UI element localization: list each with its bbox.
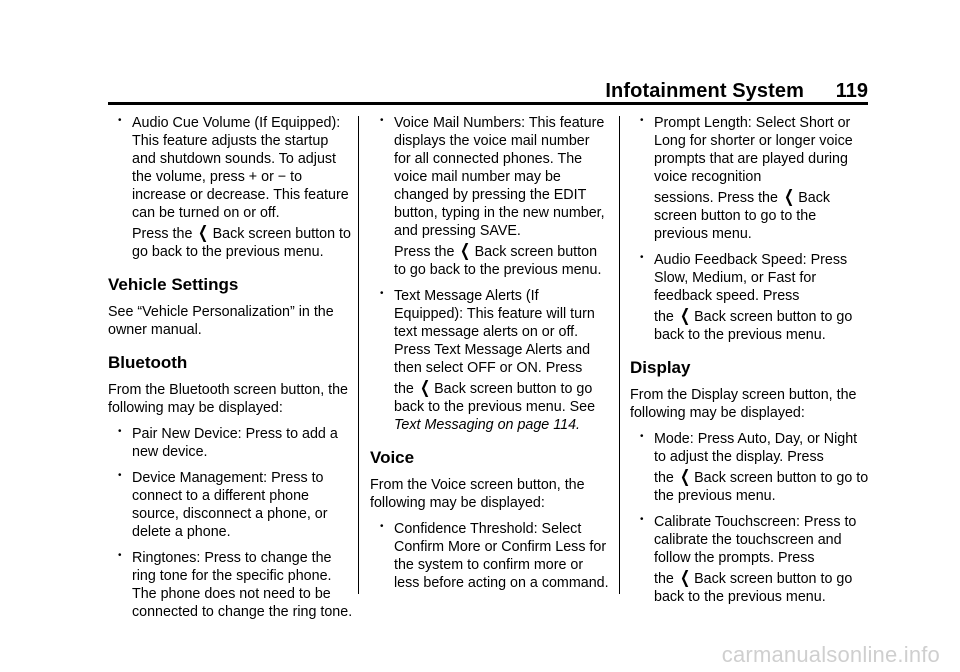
back-icon: ❮ — [460, 241, 471, 260]
paragraph: From the Display screen button, the following may be displayed: — [630, 387, 857, 421]
paragraph: From the Voice screen button, the following may be displayed: — [370, 477, 585, 511]
list-item: • Mode: Press Auto, Day, or Night to adjust the display. Press the ❮ Back screen button to go to the previous menu. — [640, 431, 869, 504]
list-item: • Voice Mail Numbers: This feature displays the voice mail number for all connected phones. The voice mail number may be changed by pressing the EDIT button, typing in the new number, and pressing SAVE. Press the ❮ Back screen button to go back to the previous menu. — [380, 115, 605, 278]
column-divider — [619, 116, 620, 594]
heading-bluetooth: Bluetooth — [108, 353, 188, 372]
heading-vehicle-settings: Vehicle Settings — [108, 275, 239, 294]
back-icon: ❮ — [198, 223, 209, 242]
bullet-icon: • — [118, 426, 122, 437]
bullet-icon: • — [640, 514, 644, 525]
back-icon: ❮ — [784, 187, 795, 206]
bullet-icon: • — [118, 115, 122, 126]
list-item: • Prompt Length: Select Short or Long for shorter or longer voice prompts that are played during voice recognition sessions. Press the ❮ Back screen button to go to the previous menu. — [640, 115, 853, 242]
back-icon: ❮ — [679, 306, 690, 325]
bullet-icon: • — [640, 252, 644, 263]
page-number: 119 — [835, 80, 868, 102]
list-item: • Text Message Alerts (If Equipped): This feature will turn text message alerts on or off. Press Text Message Alerts and then select OFF or ON. Press the ❮ Back screen button to go back to the previous menu. See Text Messaging on page 114. — [380, 288, 596, 433]
back-icon: ❮ — [679, 568, 690, 587]
list-item: • Calibrate Touchscreen: Press to calibrate the touchscreen and follow the prompts. Press the ❮ Back screen button to go back to the previous menu. — [640, 514, 857, 605]
column-divider — [358, 116, 359, 594]
paragraph: From the Bluetooth screen button, the following may be displayed: — [108, 382, 349, 416]
list-item: • Confidence Threshold: Select Confirm More or Confirm Less for the system to confirm more or less before acting on a command. — [380, 521, 609, 591]
column-1 — [108, 114, 354, 629]
paragraph: See “Vehicle Personalization” in the owner manual. — [108, 304, 334, 338]
bullet-icon: • — [380, 115, 384, 126]
back-icon: ❮ — [679, 467, 690, 486]
bullet-icon: • — [380, 521, 384, 532]
list-item: • Audio Cue Volume (If Equipped): This feature adjusts the startup and shutdown sounds. To adjust the volume, press + or − to increase or decrease. This feature can be turned on or off. Press the ❮ Back screen button to go back to the previous menu. — [118, 115, 351, 260]
bullet-icon: • — [118, 470, 122, 481]
page-header — [108, 80, 868, 104]
column-2 — [370, 114, 610, 600]
list-item: • Device Management: Press to connect to a different phone source, disconnect a phone, or delete a phone. — [118, 470, 328, 540]
list-item: • Ringtones: Press to change the ring tone for the specific phone. The phone does not need to be connected to change the ring tone. — [118, 550, 353, 620]
bullet-icon: • — [118, 550, 122, 561]
header-rule — [108, 102, 868, 105]
back-icon: ❮ — [419, 378, 430, 397]
column-3 — [630, 114, 870, 614]
list-item: • Pair New Device: Press to add a new device. — [118, 426, 338, 460]
cross-reference-link[interactable]: Text Messaging on page 114. — [394, 417, 580, 433]
heading-voice: Voice — [370, 448, 415, 467]
bullet-icon: • — [380, 288, 384, 299]
bullet-icon: • — [640, 431, 644, 442]
section-title: Infotainment System — [605, 80, 804, 102]
watermark: carmanualsonline.info — [721, 642, 940, 667]
list-item: • Audio Feedback Speed: Press Slow, Medium, or Fast for feedback speed. Press the ❮ Back screen button to go back to the previous menu. — [640, 252, 853, 343]
heading-display: Display — [630, 358, 691, 377]
bullet-icon: • — [640, 115, 644, 126]
